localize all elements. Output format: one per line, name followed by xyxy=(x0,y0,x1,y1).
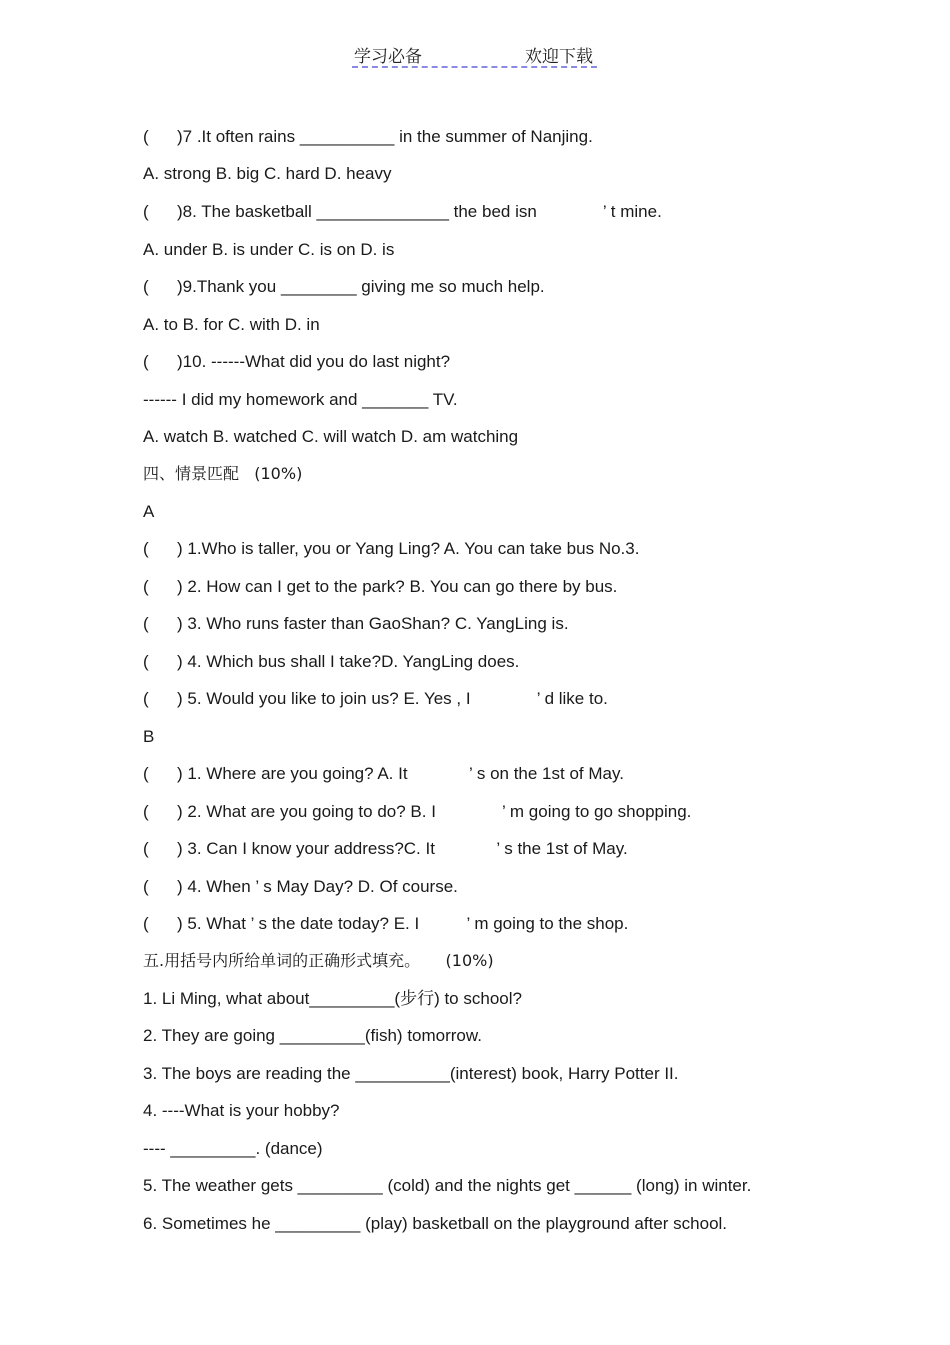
fill-line: 5. The weather gets _________ (cold) and the nights get ______ (long) in winter. xyxy=(143,1176,752,1195)
fill-line: 3. The boys are reading the __________(interest) book, Harry Potter II. xyxy=(143,1064,679,1083)
fill-line: 2. They are going _________(fish) tomorrow. xyxy=(143,1026,482,1045)
fill-line: ---- _________. (dance) xyxy=(143,1139,323,1158)
match-line: ( ) 1. Where are you going? A. It ’ s on the 1st of May. xyxy=(143,764,624,783)
match-line: ( ) 4. When ’ s May Day? D. Of course. xyxy=(143,877,458,896)
match-line: ( ) 5. What ’ s the date today? E. I ’ m going to the shop. xyxy=(143,914,629,933)
question-line: ------ I did my homework and _______ TV. xyxy=(143,390,458,409)
header-left-text: 学习必备 xyxy=(354,47,422,67)
subsection-label: B xyxy=(143,727,155,746)
options-line: A. strong B. big C. hard D. heavy xyxy=(143,164,392,183)
subsection-label: A xyxy=(143,502,155,521)
section-heading: 五.用括号内所给单词的正确形式填充。 (10%) xyxy=(143,951,494,970)
section-heading: 四、情景匹配 (10%) xyxy=(143,464,303,483)
match-line: ( ) 1.Who is taller, you or Yang Ling? A. You can take bus No.3. xyxy=(143,539,640,558)
fill-line: 6. Sometimes he _________ (play) basketball on the playground after school. xyxy=(143,1214,728,1233)
question-line: ( )7 .It often rains __________ in the summer of Nanjing. xyxy=(143,127,593,146)
question-line: ( )8. The basketball ______________ the bed isn ’ t mine. xyxy=(143,202,662,221)
fill-line: 4. ----What is your hobby? xyxy=(143,1101,340,1120)
header-right-text: 欢迎下载 xyxy=(525,47,593,67)
match-line: ( ) 2. How can I get to the park? B. You can go there by bus. xyxy=(143,577,618,596)
fill-line: 1. Li Ming, what about_________(步行) to school? xyxy=(143,989,522,1008)
options-line: A. under B. is under C. is on D. is xyxy=(143,240,395,259)
match-line: ( ) 4. Which bus shall I take?D. YangLing does. xyxy=(143,652,520,671)
match-line: ( ) 3. Can I know your address?C. It ’ s the 1st of May. xyxy=(143,839,628,858)
match-line: ( ) 5. Would you like to join us? E. Yes , I ’ d like to. xyxy=(143,689,608,708)
options-line: A. to B. for C. with D. in xyxy=(143,315,320,334)
match-line: ( ) 3. Who runs faster than GaoShan? C. YangLing is. xyxy=(143,614,569,633)
options-line: A. watch B. watched C. will watch D. am watching xyxy=(143,427,519,446)
question-line: ( )10. ------What did you do last night? xyxy=(143,352,451,371)
page-header xyxy=(352,40,597,68)
question-line: ( )9.Thank you ________ giving me so much help. xyxy=(143,277,545,296)
match-line: ( ) 2. What are you going to do? B. I ’ m going to go shopping. xyxy=(143,802,692,821)
